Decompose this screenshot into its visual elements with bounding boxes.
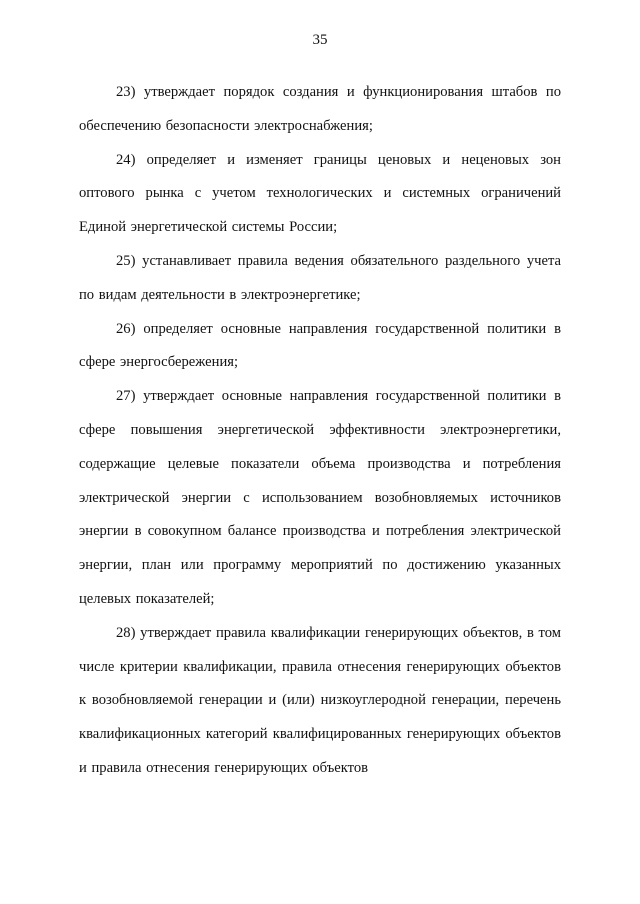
paragraph-item-26: 26) определяет основные направления государственной политики в сфере энергосбережения; <box>79 320 561 371</box>
page-number: 35 <box>312 32 328 48</box>
paragraph-item-23: 23) утверждает порядок создания и функционирования штабов по обеспечению безопасности электроснабжения; <box>79 84 561 134</box>
document-body <box>79 76 561 786</box>
paragraph-item-27: 27) утверждает основные направления государственной политики в сфере повышения энергетической эффективности электроэнергетики, содержащие целевые показатели объема производства и потребления электрической энергии с использованием возобновляемых источников энергии в совокупном балансе производства и потребления электрической энергии, план или программу мероприятий по достижению указанных целевых показателей; <box>79 388 561 607</box>
paragraph-item-25: 25) устанавливает правила ведения обязательного раздельного учета по видам деятельности в электроэнергетике; <box>79 252 561 303</box>
paragraph-item-24: 24) определяет и изменяет границы ценовых и неценовых зон оптового рынка с учетом технологических и системных ограничений Единой энергетической системы России; <box>79 151 561 236</box>
paragraph-item-28: 28) утверждает правила квалификации генерирующих объектов, в том числе критерии квалификации, правила отнесения генерирующих объектов к возобновляемой генерации и (или) низкоуглеродной генерации, перечень квалификационных категорий квалифицированных генерирующих объектов и правила отнесения генерирующих объектов <box>79 624 561 776</box>
